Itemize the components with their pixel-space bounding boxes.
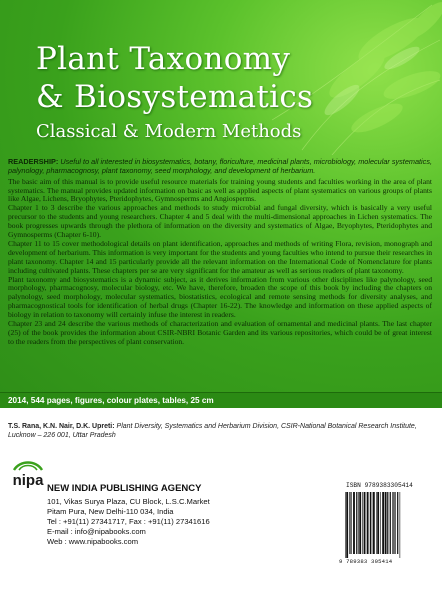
barcode-bar <box>364 492 366 554</box>
publisher-address <box>47 497 210 547</box>
barcode <box>337 480 423 570</box>
barcode-bar <box>392 492 393 554</box>
description-paragraph-5: Chapter 23 and 24 describe the various methods of characterization and evaluation of ornamental and medicinal plants. The last chapter (25) of the book provides the information about CSIR-NBRI Botanic Garden and its various repositories, which could be of great interest to the readers from the perspectives of plant conservation. <box>8 319 432 346</box>
book-title-line2: & Biosystematics <box>36 79 314 115</box>
publisher-email: E-mail : info@nipabooks.com <box>47 527 146 537</box>
book-specs: 2014, 544 pages, figures, colour plates, tables, 25 cm <box>8 396 214 405</box>
publisher-phone: Tel : +91(11) 27341717, Fax : +91(11) 27341616 <box>47 517 210 527</box>
description-paragraph-1: The basic aim of this manual is to provide useful resource materials for training young students and faculties working in the area of plant systematics. The manual provides updated information on basic as well as applied aspects of plant systematics on various groups of plants like Algae, Lichens, Bryophytes, Pteridophytes, Gymnosperms and Angiosperms. <box>8 176 432 204</box>
barcode-bar <box>372 492 373 554</box>
barcode-bar <box>349 492 350 554</box>
barcode-bar <box>359 492 361 554</box>
address-line-2: Pitam Pura, New Delhi-110 034, India <box>47 507 174 517</box>
address-line-1: 101, Vikas Surya Plaza, CU Block, L.S.C.Market <box>47 497 210 506</box>
barcode-bar <box>395 492 396 554</box>
description-paragraph-2: Chapter 1 to 3 describe the various approaches and methods to study microbial and fungal diversity, which is basically a very useful precursor to the students and young researchers. Chapter 4 and 5 deal with the multi-dimensional approaches in Lichen systematics. The book progresses upwards through the plethora of information on the diversity and systematics of Algae, Bryophytes, Pteridophytes and Gymnosperms (Chapter 6-10). <box>8 203 432 240</box>
authors-block <box>8 422 434 440</box>
barcode-bar <box>358 492 359 554</box>
barcode-bar <box>353 492 355 554</box>
barcode-bar <box>376 492 377 554</box>
publisher-name: NEW INDIA PUBLISHING AGENCY <box>47 483 202 494</box>
author-names: T.S. Rana, K.N. Nair, D.K. Upreti: <box>8 423 115 430</box>
barcode-bar <box>373 492 375 554</box>
barcode-bar <box>397 492 398 554</box>
barcode-bar <box>356 492 357 554</box>
barcode-bar <box>351 492 352 554</box>
barcode-bar <box>367 492 369 554</box>
specs-band <box>0 392 442 408</box>
publisher-web: Web : www.nipabooks.com <box>47 537 139 547</box>
barcode-number: 9 789383 305414 <box>339 558 393 565</box>
barcode-bar <box>362 492 363 554</box>
barcode-bar <box>385 492 387 554</box>
barcode-bar <box>370 492 371 554</box>
barcode-bar <box>346 492 348 558</box>
barcode-bar <box>400 492 401 558</box>
nipa-logo <box>8 458 48 492</box>
barcode-bar <box>393 492 394 554</box>
barcode-bar <box>345 492 346 558</box>
readership-text: Useful to all interested in biosystematics, botany, floriculture, medicinal plants, microbiology, molecular systematics, palynology, pharmacognosy, plant taxonomy, seed morphology, and development of herbarium. <box>8 157 433 175</box>
logo-text: nipa <box>12 472 44 489</box>
description-paragraph-3: Chapter 11 to 15 cover methodological details on plant identification, approaches and methods of writing Flora, revision, monograph and development of herbarium. This information is very important for the students and young faculties who intend to pursue their researches in plant taxonomy. Chapter 14 and 15 particularly provide all the relevant information on the International Code of Nomenclature for plants including cultivated plants. These chapters per se are very significant for the amateur as well as serious readers of plant taxonomy. <box>8 238 432 275</box>
description-block <box>8 158 432 347</box>
author-affiliation: Plant Diversity, Systematics and Herbarium Division, CSIR-National Botanical Research Institute, Lucknow – 226 001, Uttar Pradesh <box>8 423 417 439</box>
book-subtitle: Classical & Modern Methods <box>36 121 302 142</box>
description-paragraph-4: Plant taxonomy and biosystematics is a dynamic subject, as it derives information from various other disciplines like palynology, seed morphology, pharmacognosy, molecular biology, etc. We have, therefore, broaden the scope of this book by including the chapters on palynology, seed morphology, molecular systematics, biostatistics, ecological and remote sensing methods for diversity analyses, and pharmacognostical tools for identification of herbal drugs (Chapter 16-22). The knowledge and information on these applied aspects of biology in relation to taxonomy will certainly infuse the interest in readers. <box>8 274 432 320</box>
readership-label: READERSHIP: <box>8 157 59 166</box>
book-title-line1: Plant Taxonomy <box>36 41 291 77</box>
barcode-bar <box>390 492 391 554</box>
barcode-bar <box>380 492 381 554</box>
barcode-bars <box>343 492 419 558</box>
isbn-label: ISBN 9789383305414 <box>346 482 413 489</box>
barcode-bar <box>377 492 379 554</box>
readership-paragraph <box>8 158 432 176</box>
barcode-bar <box>387 492 388 554</box>
barcode-bar <box>382 492 384 554</box>
